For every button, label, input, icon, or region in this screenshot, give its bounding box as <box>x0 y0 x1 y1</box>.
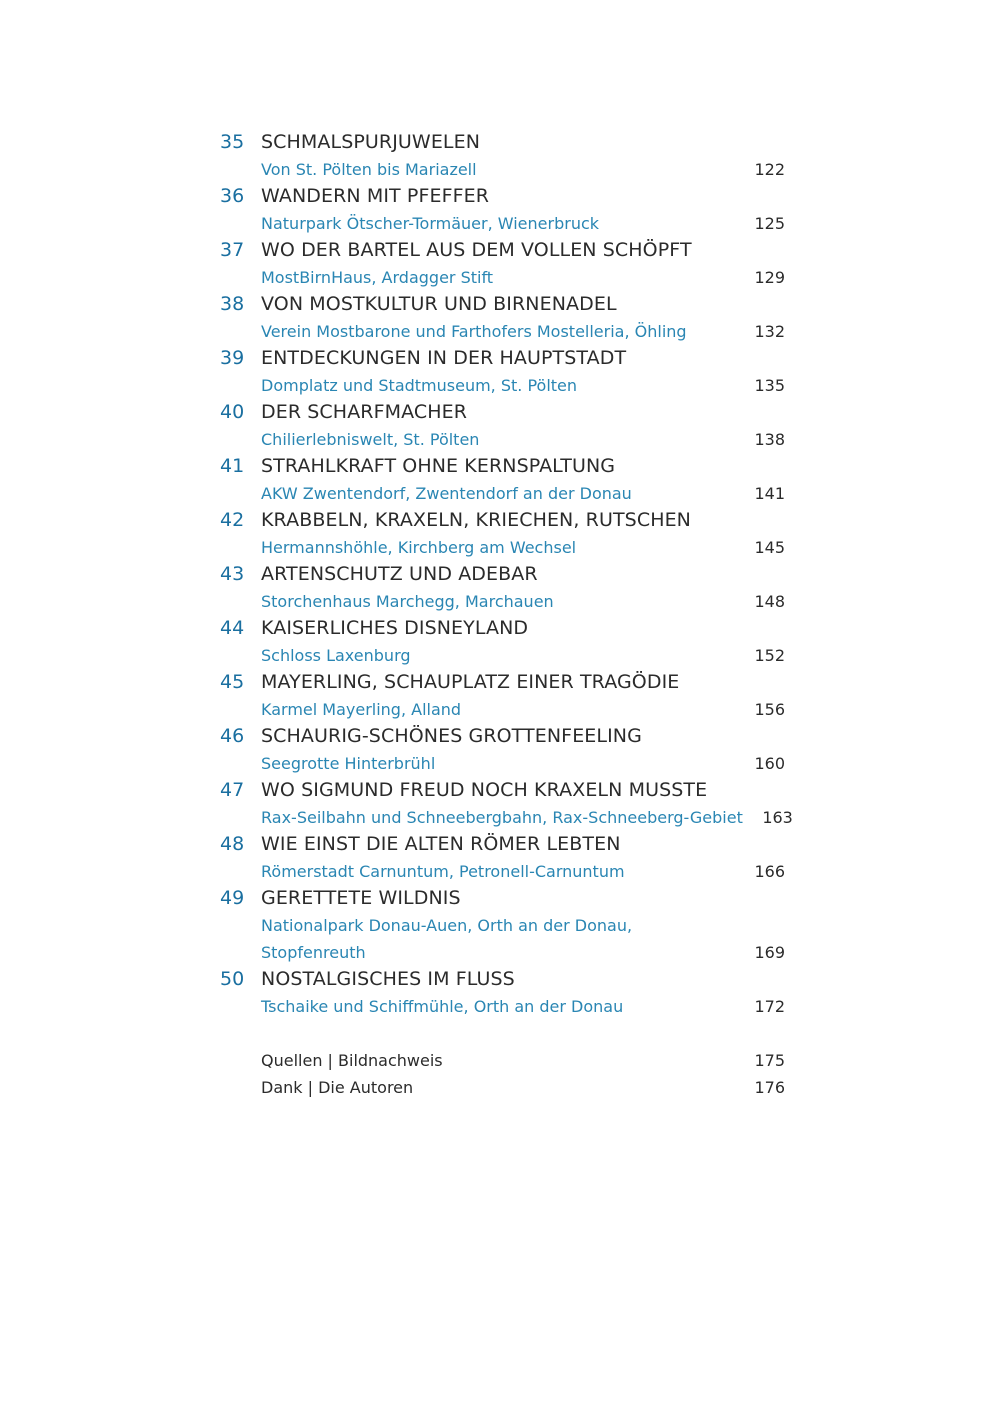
chapter-number: 41 <box>220 455 245 477</box>
toc-entry-48[interactable] <box>220 831 785 885</box>
chapter-subtitle: Seegrotte Hinterbrühl <box>261 754 436 773</box>
chapter-title: STRAHLKRAFT OHNE KERNSPALTUNG <box>261 455 616 477</box>
chapter-subtitle: MostBirnHaus, Ardagger Stift <box>261 268 494 287</box>
toc-entry-46[interactable] <box>220 723 785 777</box>
chapter-subtitle: Karmel Mayerling, Alland <box>261 700 462 719</box>
page-number: 145 <box>754 538 785 557</box>
chapter-title: VON MOSTKULTUR UND BIRNENADEL <box>261 293 617 315</box>
chapter-subtitle <box>261 912 735 966</box>
page-number: 138 <box>754 430 785 449</box>
page-number: 152 <box>754 646 785 665</box>
chapter-title: SCHMALSPURJUWELEN <box>261 131 481 153</box>
chapter-number: 49 <box>220 887 245 909</box>
chapter-subtitle: Storchenhaus Marchegg, Marchauen <box>261 592 554 611</box>
appendix-title: Quellen | Bildnachweis <box>261 1051 443 1070</box>
chapter-subtitle: AKW Zwentendorf, Zwentendorf an der Donau <box>261 484 632 503</box>
page-number: 166 <box>754 862 785 881</box>
chapter-number: 35 <box>220 131 245 153</box>
page-number: 148 <box>754 592 785 611</box>
toc-entry-39[interactable] <box>220 345 785 399</box>
chapter-number: 44 <box>220 617 245 639</box>
chapter-title: WO DER BARTEL AUS DEM VOLLEN SCHÖPFT <box>261 239 692 261</box>
toc-entry-35[interactable] <box>220 129 785 183</box>
toc-entry-sources[interactable] <box>220 1047 785 1074</box>
toc-entry-38[interactable] <box>220 291 785 345</box>
chapter-subtitle: Rax-Seilbahn und Schneebergbahn, Rax-Schneeberg-Gebiet <box>261 808 743 827</box>
page-number: 129 <box>754 268 785 287</box>
toc-entry-42[interactable] <box>220 507 785 561</box>
page-number: 175 <box>754 1051 785 1070</box>
chapter-subtitle: Römerstadt Carnuntum, Petronell-Carnuntum <box>261 862 625 881</box>
page-number: 169 <box>754 943 785 962</box>
chapter-number: 46 <box>220 725 245 747</box>
chapter-title: SCHAURIG-SCHÖNES GROTTENFEELING <box>261 725 642 747</box>
chapter-subtitle: Naturpark Ötscher-Tormäuer, Wienerbruck <box>261 214 600 233</box>
page-number: 160 <box>754 754 785 773</box>
chapter-number: 48 <box>220 833 245 855</box>
page-number: 122 <box>754 160 785 179</box>
toc-entry-37[interactable] <box>220 237 785 291</box>
chapter-title: WIE EINST DIE ALTEN RÖMER LEBTEN <box>261 833 621 855</box>
page-number: 132 <box>754 322 785 341</box>
chapter-number: 37 <box>220 239 245 261</box>
toc-entry-41[interactable] <box>220 453 785 507</box>
page-number: 156 <box>754 700 785 719</box>
toc-entry-50[interactable] <box>220 966 785 1020</box>
page-number: 172 <box>754 997 785 1016</box>
chapter-subtitle: Chilierlebniswelt, St. Pölten <box>261 430 480 449</box>
chapter-subtitle: Tschaike und Schiffmühle, Orth an der Donau <box>261 997 624 1016</box>
chapter-title: MAYERLING, SCHAUPLATZ EINER TRAGÖDIE <box>261 671 680 693</box>
chapter-title: KAISERLICHES DISNEYLAND <box>261 617 529 639</box>
chapter-number: 36 <box>220 185 245 207</box>
chapter-number: 38 <box>220 293 245 315</box>
chapter-subtitle: Von St. Pölten bis Mariazell <box>261 160 477 179</box>
chapter-title: NOSTALGISCHES IM FLUSS <box>261 968 515 990</box>
toc-entry-47[interactable] <box>220 777 793 831</box>
chapter-subtitle-line-2: Stopfenreuth <box>261 943 366 962</box>
chapter-number: 45 <box>220 671 245 693</box>
chapter-number: 50 <box>220 968 245 990</box>
chapter-title: KRABBELN, KRAXELN, KRIECHEN, RUTSCHEN <box>261 509 691 531</box>
page-number: 176 <box>754 1078 785 1097</box>
chapter-number: 42 <box>220 509 245 531</box>
toc-entry-45[interactable] <box>220 669 785 723</box>
toc-entry-40[interactable] <box>220 399 785 453</box>
chapter-number: 43 <box>220 563 245 585</box>
chapter-title: GERETTETE WILDNIS <box>261 887 461 909</box>
chapter-number: 47 <box>220 779 245 801</box>
chapter-title: DER SCHARFMACHER <box>261 401 468 423</box>
chapter-title: WANDERN MIT PFEFFER <box>261 185 490 207</box>
page-number: 135 <box>754 376 785 395</box>
page-number: 141 <box>754 484 785 503</box>
chapter-title: ARTENSCHUTZ UND ADEBAR <box>261 563 538 585</box>
page-number: 163 <box>762 808 793 827</box>
page-number: 125 <box>754 214 785 233</box>
toc-entry-43[interactable] <box>220 561 785 615</box>
appendix-title: Dank | Die Autoren <box>261 1078 414 1097</box>
chapter-subtitle: Schloss Laxenburg <box>261 646 411 665</box>
chapter-title: ENTDECKUNGEN IN DER HAUPTSTADT <box>261 347 627 369</box>
chapter-subtitle: Domplatz und Stadtmuseum, St. Pölten <box>261 376 578 395</box>
chapter-title: WO SIGMUND FREUD NOCH KRAXELN MUSSTE <box>261 779 708 801</box>
toc-entry-49[interactable] <box>220 885 785 966</box>
chapter-number: 40 <box>220 401 245 423</box>
toc-entry-36[interactable] <box>220 183 785 237</box>
chapter-subtitle: Hermannshöhle, Kirchberg am Wechsel <box>261 538 577 557</box>
toc-entry-44[interactable] <box>220 615 785 669</box>
chapter-subtitle-line-1: Nationalpark Donau-Auen, Orth an der Donau, <box>261 916 633 935</box>
chapter-subtitle: Verein Mostbarone und Farthofers Mostelleria, Öhling <box>261 322 687 341</box>
appendix-entries <box>220 1047 785 1101</box>
toc-entry-thanks[interactable] <box>220 1074 785 1101</box>
chapter-number: 39 <box>220 347 245 369</box>
table-of-contents <box>220 129 793 1101</box>
